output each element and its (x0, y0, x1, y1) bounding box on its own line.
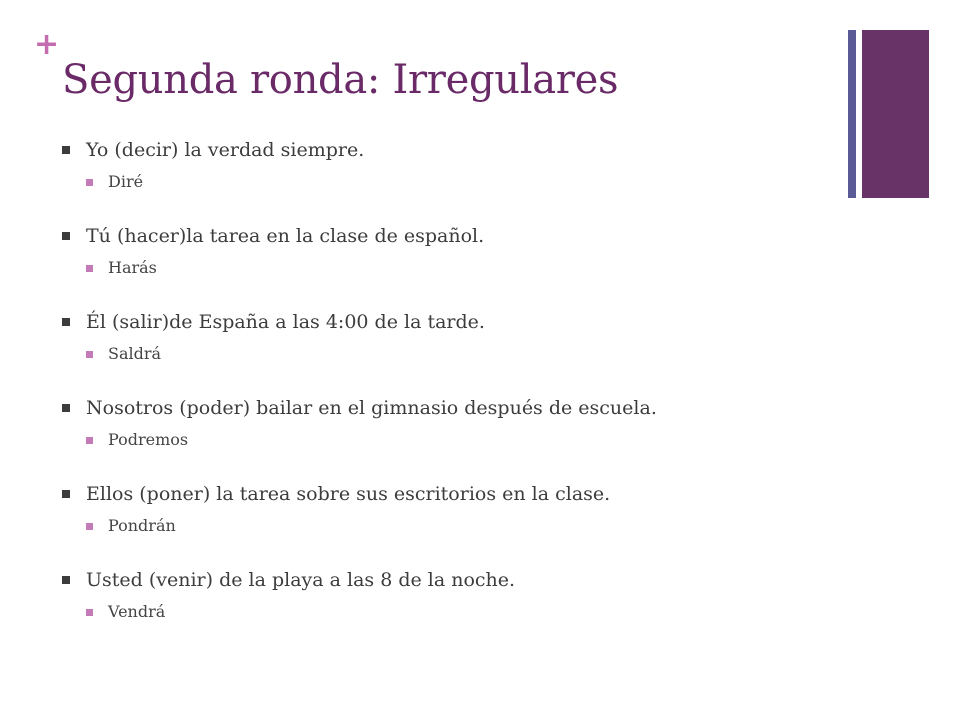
list-item (62, 566, 842, 652)
exercise-answer (62, 342, 842, 366)
prompt-text: Yo (decir) la verdad siempre. (86, 139, 365, 161)
exercise-prompt (62, 566, 842, 594)
exercise-answer (62, 428, 842, 452)
answer-text: Diré (108, 172, 144, 191)
prompt-text: Él (salir)de España a las 4:00 de la tarde. (86, 311, 485, 333)
prompt-text: Nosotros (poder) bailar en el gimnasio después de escuela. (86, 397, 657, 419)
exercise-prompt (62, 222, 842, 250)
answer-text: Saldrá (108, 344, 162, 363)
prompt-text: Ellos (poner) la tarea sobre sus escritorios en la clase. (86, 483, 611, 505)
exercise-prompt (62, 394, 842, 422)
bullet-square-icon (62, 576, 70, 584)
answer-text: Podremos (108, 430, 189, 449)
bullet-square-icon (62, 146, 70, 154)
list-item (62, 136, 842, 222)
plus-icon: + (34, 27, 60, 62)
sub-bullet-square-icon (86, 265, 93, 272)
exercise-prompt (62, 308, 842, 336)
sub-bullet-square-icon (86, 609, 93, 616)
answer-text: Harás (108, 258, 157, 277)
list-item (62, 480, 842, 566)
exercise-prompt (62, 136, 842, 164)
bullet-square-icon (62, 404, 70, 412)
decorative-bar-thin (848, 30, 856, 198)
decorative-bar-wide (862, 30, 929, 198)
answer-text: Vendrá (108, 602, 166, 621)
answer-text: Pondrán (108, 516, 176, 535)
sub-bullet-square-icon (86, 523, 93, 530)
exercise-answer (62, 600, 842, 624)
bullet-square-icon (62, 318, 70, 326)
slide-title: Segunda ronda: Irregulares (62, 57, 619, 103)
bullet-square-icon (62, 232, 70, 240)
prompt-text: Usted (venir) de la playa a las 8 de la noche. (86, 569, 516, 591)
prompt-text: Tú (hacer)la tarea en la clase de español. (86, 225, 485, 247)
bullet-square-icon (62, 490, 70, 498)
bullet-list (62, 136, 842, 652)
list-item (62, 394, 842, 480)
exercise-answer (62, 256, 842, 280)
sub-bullet-square-icon (86, 351, 93, 358)
list-item (62, 222, 842, 308)
exercise-prompt (62, 480, 842, 508)
exercise-answer (62, 514, 842, 538)
exercise-answer (62, 170, 842, 194)
sub-bullet-square-icon (86, 437, 93, 444)
list-item (62, 308, 842, 394)
sub-bullet-square-icon (86, 179, 93, 186)
